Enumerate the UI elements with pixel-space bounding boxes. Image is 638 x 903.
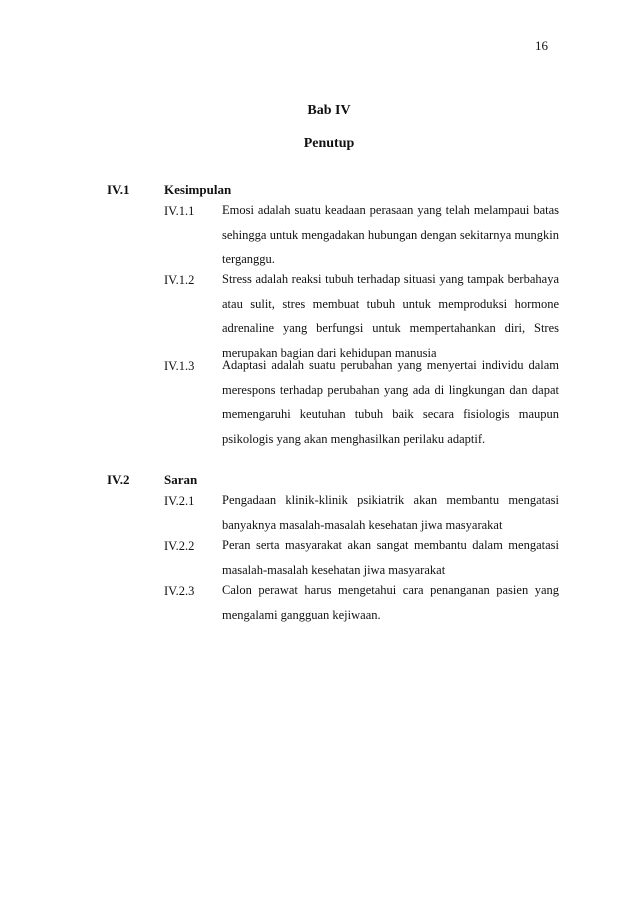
- subsection-text: Pengadaan klinik-klinik psikiatrik akan membantu mengatasi banyaknya masalah-masalah kesehatan jiwa masyarakat: [222, 493, 559, 532]
- subsection-text: Adaptasi adalah suatu perubahan yang menyertai individu dalam merespons terhadap perubahan yang ada di lingkungan dan dapat memengaruhi keutuhan tubuh baik secara fisiologis maupun psikologis yang akan menghasilkan perilaku adaptif.: [222, 358, 559, 446]
- section-title: Kesimpulan: [164, 182, 232, 197]
- subsection-text: Emosi adalah suatu keadaan perasaan yang telah melampaui batas sehingga untuk mengadakan hubungan dengan sekitarnya mungkin terganggu.: [222, 203, 559, 266]
- section-number: IV.1: [107, 182, 130, 197]
- subsection-text: Stress adalah reaksi tubuh terhadap situasi yang tampak berbahaya atau sulit, stres membuat tubuh untuk memproduksi hormone adrenaline yang berfungsi untuk mempertahankan diri, Stres merupakan bagian dari kehidupan manusia: [222, 272, 559, 360]
- subsection-number: IV.1.3: [164, 359, 195, 373]
- page-number: 16: [535, 38, 548, 53]
- chapter-subtitle: Penutup: [303, 136, 355, 151]
- section-number: IV.2: [107, 472, 130, 487]
- subsection-text: Peran serta masyarakat akan sangat membantu dalam mengatasi masalah-masalah kesehatan jiwa masyarakat: [222, 538, 559, 577]
- subsection-number: IV.1.1: [164, 204, 195, 218]
- subsection-number: IV.2.3: [164, 584, 195, 598]
- subsection-number: IV.1.2: [164, 273, 195, 287]
- section-title: Saran: [164, 472, 198, 487]
- subsection-text: Calon perawat harus mengetahui cara penanganan pasien yang mengalami gangguan kejiwaan.: [222, 583, 559, 622]
- subsection-number: IV.2.1: [164, 494, 195, 508]
- subsection-number: IV.2.2: [164, 539, 195, 553]
- chapter-title: Bab IV: [307, 103, 351, 118]
